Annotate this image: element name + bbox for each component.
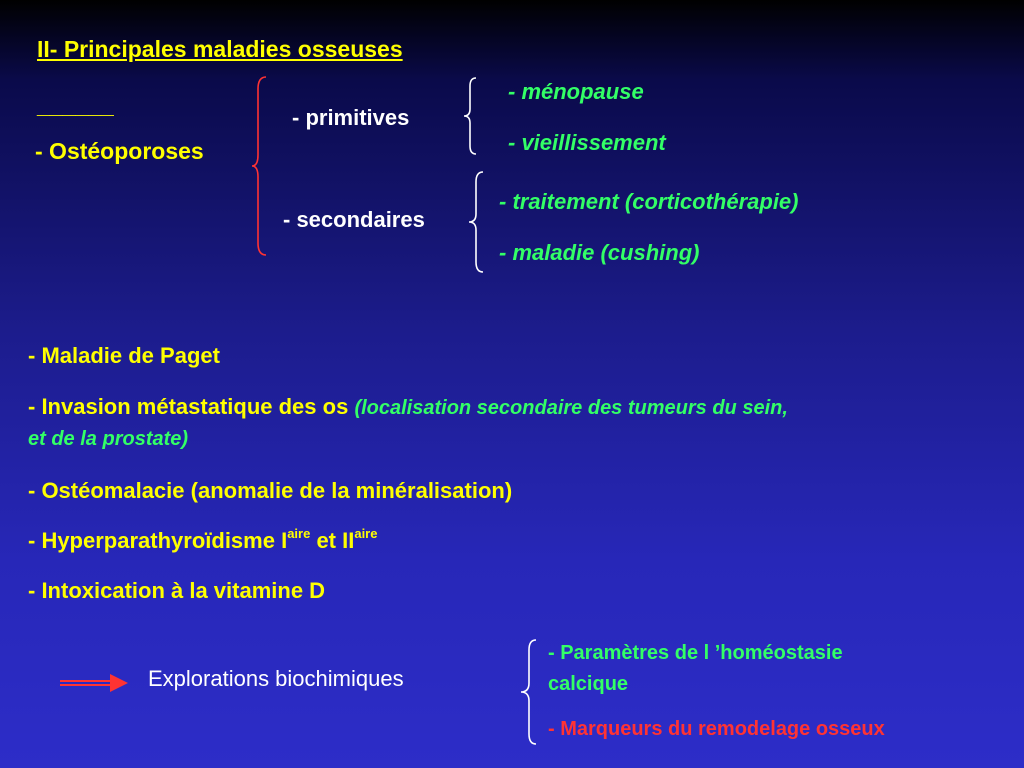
secondaires-brace-icon [467, 170, 487, 274]
hyper-sup-2: aire [354, 526, 378, 541]
explorations-item-marqueurs: - Marqueurs du remodelage osseux [548, 718, 885, 740]
hyper-prefix: - Hyperparathyroïdisme I [28, 528, 288, 553]
title-dash-line: ______ [37, 92, 114, 118]
hyper-mid: et II [310, 528, 355, 553]
disease-paget: - Maladie de Paget [28, 343, 220, 368]
primitives-label: - primitives [292, 105, 410, 130]
disease-osteomalacie: - Ostéomalacie (anomalie de la minéralisation) [28, 478, 513, 503]
secondaires-label: - secondaires [283, 207, 425, 232]
disease-invasion-main: - Invasion métastatique des os [28, 394, 349, 419]
osteoporoses-brace-icon [250, 75, 270, 257]
explorations-brace-icon [518, 638, 540, 746]
red-arrow-icon [58, 672, 130, 694]
page-title: II- Principales maladies osseuses [37, 36, 403, 62]
disease-invasion-note: (localisation secondaire des tumeurs du sein, [354, 397, 788, 419]
hyper-sup-1: aire [287, 526, 311, 541]
secondaires-item-maladie: - maladie (cushing) [499, 240, 700, 265]
disease-invasion [28, 394, 788, 420]
osteoporoses-label: - Ostéoporoses [35, 138, 204, 164]
primitives-item-vieillissement: - vieillissement [508, 130, 666, 155]
secondaires-item-traitement: - traitement (corticothérapie) [499, 189, 799, 214]
disease-vitamine-d: - Intoxication à la vitamine D [28, 578, 326, 603]
explorations-item-parametres-cont: calcique [548, 673, 629, 695]
explorations-label: Explorations biochimiques [148, 666, 404, 691]
explorations-item-parametres: - Paramètres de l ’homéostasie [548, 642, 843, 664]
primitives-item-menopause: - ménopause [508, 79, 644, 104]
disease-hyperparathyroidisme [28, 528, 377, 554]
disease-invasion-note-cont: et de la prostate) [28, 428, 189, 450]
primitives-brace-icon [462, 76, 480, 156]
